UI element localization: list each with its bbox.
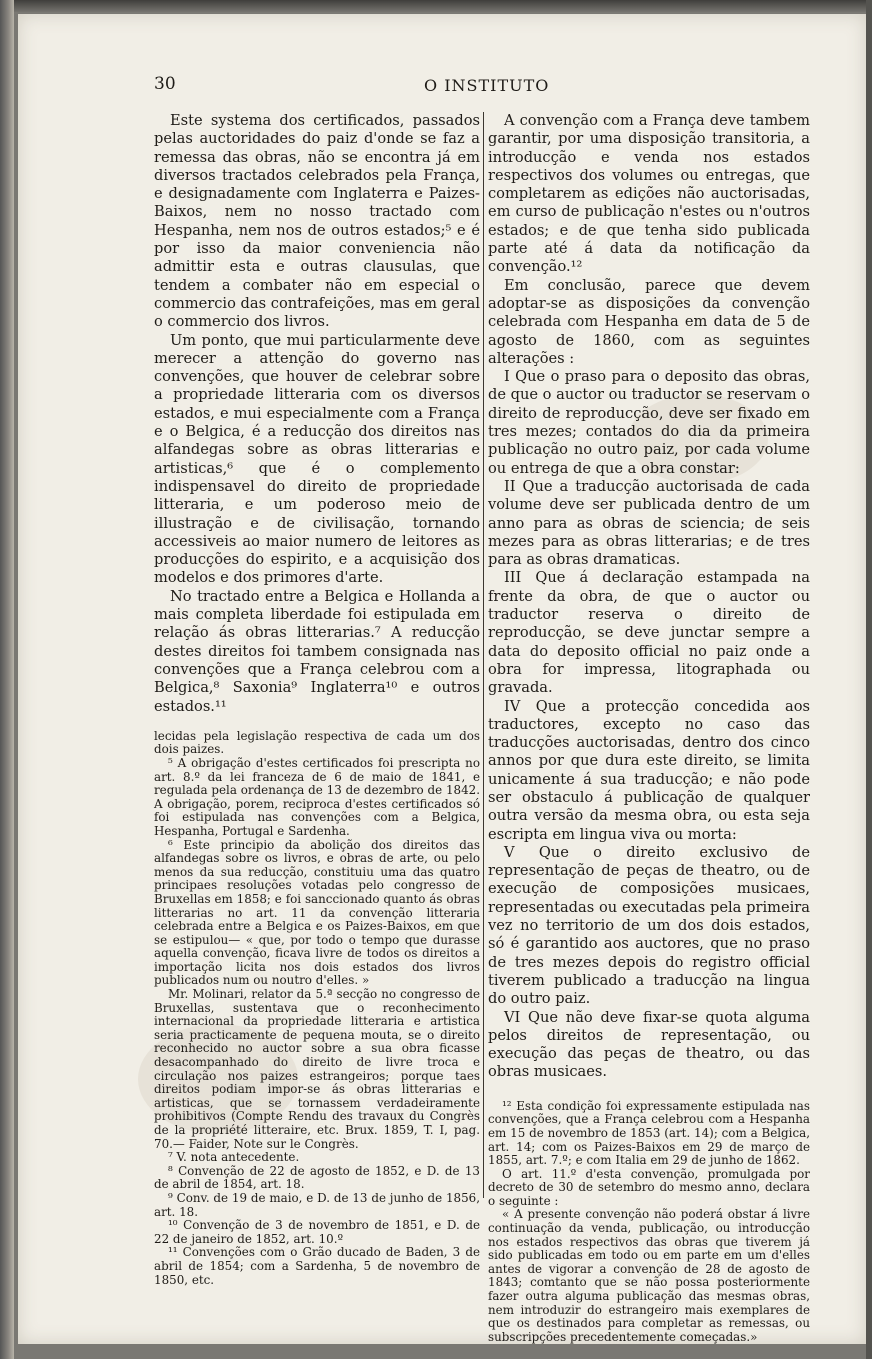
book-binding-edge [0, 0, 14, 1359]
footnote: ¹⁰ Convenção de 3 de novembro de 1851, e D. de 22 de janeiro de 1852, art. 10.º [154, 1218, 480, 1246]
footnote: Mr. Molinari, relator da 5.ª secção no congresso de Bruxellas, sustentava que o reconhecimento internacional da propriedade litteraria e artistica seria practicamente de pequena mouta, se o direito reconhecido no auctor sobre a sua obra ficasse desacompanhado do direito de livre troca e circulação nos paizes estrangeiros; porque taes direitos podiam impor-se ás obras litterarias e artisticas, que se tornassem verdadeiramente prohibitivos (Compte Rendu des travaux du Congrès de la propriété litteraire, etc. Brux. 1859, T. I, pag. 70.— Faider, Note sur le Congrès. [154, 987, 480, 1151]
list-item: I Que o praso para o deposito das obras, de que o auctor ou traductor se reservam o direito de reproducção, deve ser fixado em tres mezes; contados do dia da primeira publicação no outro paiz, por cada volume ou entrega de que a obra constar: [488, 368, 810, 477]
body-paragraph: Em conclusão, parece que devem adoptar-se as disposições da convenção celebrada com Hespanha em data de 5 de agosto de 1860, com as seguintes alterações : [488, 276, 810, 367]
page-header [154, 74, 714, 100]
footnote: O art. 11.º d'esta convenção, promulgada por decreto de 30 de setembro do mesmo anno, declara o seguinte : [488, 1166, 810, 1208]
list-item: V Que o direito exclusivo de representação de peças de theatro, ou de execução de composições musicaes, representadas ou executadas pela primeira vez no territorio de um dos dois estados, só é garantido aos auctores, que no praso de tres mezes depois do registro official tiverem publicado a traducção na lingua do outro paiz. [488, 843, 810, 1008]
footnote: ⁶ Este principio da abolição dos direitos das alfandegas sobre os livros, e obras de arte, ou pelo menos da sua reducção, constituiu uma das quatro principaes resoluções votadas pelo congresso de Bruxellas em 1858; e foi sanccionado quanto ás obras litterarias no art. 11 da convenção litteraria celebrada entre a Belgica e os Paizes-Baixos, em que se estipulou— « que, por todo o tempo que durasse aquella convenção, ficava livre de todos os direitos a importação licita nos dois estados dos livros publicados num ou noutro d'elles. » [154, 837, 480, 988]
right-column [488, 112, 810, 1344]
body-paragraph: No tractado entre a Belgica e Hollanda a mais completa liberdade foi estipulada em relação ás obras litterarias.⁷ A reducção destes direitos foi tambem consignada nas convenções que a França celebrou com a Belgica,⁸ Saxonia⁹ Inglaterra¹⁰ e outros estados.¹¹ [154, 587, 480, 715]
footnote: ¹² Esta condição foi expressamente estipulada nas convenções, que a França celebrou com a Hespanha em 15 de novembro de 1853 (art. 14); com a Belgica, art. 14; com os Paizes-Baixos em 29 de março de 1855, art. 7.º; e com Italia em 29 de junho de 1862. [488, 1098, 810, 1168]
body-paragraph: Este systema dos certificados, passados pelas auctoridades do paiz d'onde se faz a remessa das obras, não se encontra já em diversos tractados celebrados pela França, e designadamente com Inglaterra e Paizes-Baixos, nem no nosso tractado com Hespanha, nem nos de outros estados;⁵ e é por isso da maior conveniencia não admittir esta e outras clausulas, que tendem a combater não em especial o commercio das contrafeições, mas em geral o commercio dos livros. [154, 112, 480, 331]
footnote: ⁷ V. nota antecedente. [168, 1150, 300, 1165]
list-item: II Que a traducção auctorisada de cada volume deve ser publicada dentro de um anno para as obras de sciencia; de seis mezes para as obras litterarias; e de tres para as obras dramaticas. [488, 477, 810, 569]
footnote-quote: « A presente convenção não poderá obstar á livre continuação da venda, publicação, ou introducção nos estados respectivos das obras que tiverem já sido publicadas em todo ou em parte em um d'elles antes de vigorar a convenção de 28 de agosto de 1843; comtanto que se não possa posteriormente fazer outra alguma publicação das mesmas obras, nem introduzir do estrangeiro mais exemplares de que os destinados para completar as remessas, ou subscripções precedentemente começadas.» [488, 1207, 810, 1344]
body-paragraph: Um ponto, que mui particularmente deve merecer a attenção do governo nas convenções, que houver de celebrar sobre a propriedade litteraria com os diversos estados, e mui especialmente com a França e o Belgica, é a reducção dos direitos nas alfandegas sobre as obras litterarias e artisticas,⁶ que é o complemento indispensavel do direito de propriedade litteraria, e um poderoso meio de illustração e de civilisação, tornando accessiveis ao maior numero de leitores as producções do espirito, e a acquisição dos modelos e dos primores d'arte. [154, 331, 480, 587]
column-rule [483, 112, 484, 1198]
scan-top-edge [0, 0, 872, 12]
footnotes [488, 1100, 810, 1345]
body-paragraph: A convenção com a França deve tambem garantir, por uma disposição transitoria, a introducção e venda nos estados respectivos dos volumes ou entregas, que completarem as edições não auctorisadas, em curso de publicação n'estes ou n'outros estados; e de que tenha sido publicada parte até á data da notificação da convenção.¹² [488, 112, 810, 276]
left-column [154, 112, 480, 1287]
running-title: O INSTITUTO [424, 76, 550, 95]
footnote: ⁵ A obrigação d'estes certificados foi prescripta no art. 8.º da lei franceza de 6 de maio de 1841, e regulada pela ordenança de 13 de dezembro de 1842. A obrigação, porem, reciproca d'estes certificados só foi estipulada nas convenções com a Belgica, Hespanha, Portugal e Sardenha. [154, 755, 480, 838]
page-number: 30 [154, 74, 176, 94]
footnote: ⁸ Convenção de 22 de agosto de 1852, e D. de 13 de abril de 1854, art. 18. [154, 1163, 480, 1192]
scan-right-edge [866, 0, 872, 1359]
list-item: III Que á declaração estampada na frente da obra, de que o auctor ou traductor reserva o direito de reproducção, se deve junctar sempre a data do deposito official no paiz onde a obra for impressa, litographada ou gravada. [488, 569, 810, 697]
list-item: IV Que a protecção concedida aos traductores, excepto no caso das traducções auctorisadas, dentro dos cinco annos por que dura este direito, se limita unicamente á sua traducção; e não pode ser obstaculo á publicação de qualquer outra versão da mesma obra, ou esta seja escripta em lingua viva ou morta: [488, 697, 810, 843]
footnote: lecidas pela legislação respectiva de cada um dos dois paizes. [154, 728, 480, 757]
footnote: ¹¹ Convenções com o Grão ducado de Baden, 3 de abril de 1854; com a Sardenha, 5 de novembro de 1850, etc. [154, 1245, 480, 1287]
list-item: VI Que não deve fixar-se quota alguma pelos direitos de representação, ou execução das peças de theatro, ou das obras musicaes. [488, 1008, 810, 1081]
footnotes [154, 730, 480, 1287]
footnote: ⁹ Conv. de 19 de maio, e D. de 13 de junho de 1856, art. 18. [154, 1190, 480, 1219]
